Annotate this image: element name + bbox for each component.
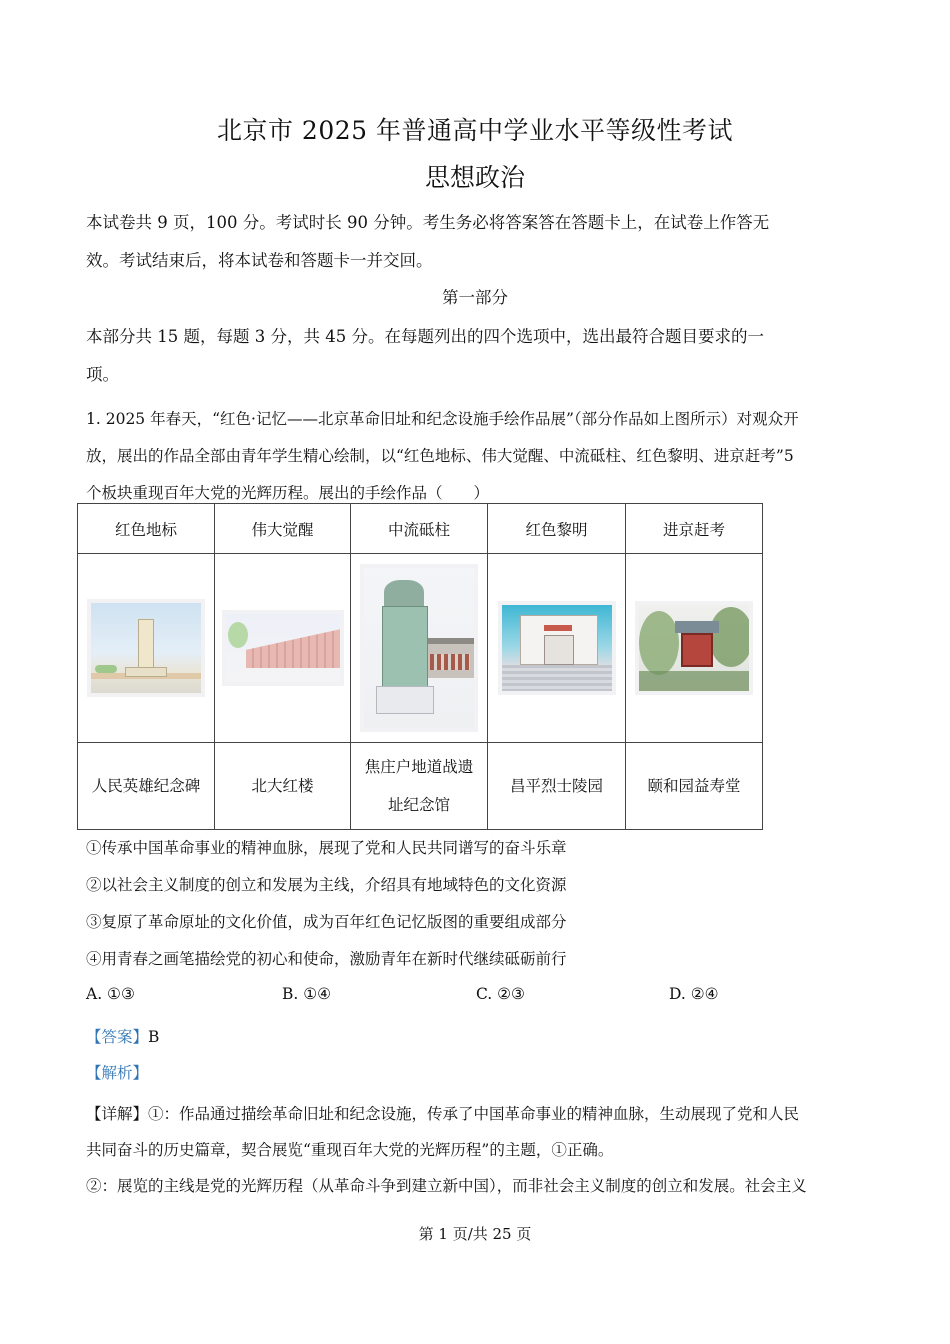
name-red-building: 北大红楼: [215, 743, 351, 830]
exam-title: 北京市 2025 年普通高中学业水平等级性考试: [216, 116, 734, 145]
statement-1: ①传承中国革命事业的精神血脉，展现了党和人民共同谱写的奋斗乐章: [86, 839, 567, 857]
part-title: 第一部分: [442, 288, 508, 307]
header-mainstay: 中流砥柱: [351, 504, 488, 554]
statue-painting: [360, 564, 478, 732]
cell-red-building-image: [215, 554, 351, 743]
exam-subject: 思想政治: [424, 163, 525, 192]
name-tunnel-memorial: [351, 743, 488, 830]
part-description-line-1: 本部分共 15 题，每题 3 分，共 45 分。在每题列出的四个选项中，选出最符合题目要求的一: [86, 327, 764, 346]
name-monument: 人民英雄纪念碑: [78, 743, 215, 830]
statement-3: ③复原了革命原址的文化价值，成为百年红色记忆版图的重要组成部分: [86, 913, 567, 931]
part-description-line-2: 项。: [86, 365, 119, 384]
table-header-row: [78, 504, 763, 554]
question-1-stem-line-3: 个板块重现百年大党的光辉历程。展出的手绘作品（ ）: [86, 484, 490, 502]
detail-label: 【详解】: [86, 1105, 149, 1123]
detail-line-2: 共同奋斗的历史篇章，契合展览“重现百年大党的光辉历程”的主题，①正确。: [86, 1141, 614, 1159]
header-entering-beijing: 进京赶考: [626, 504, 763, 554]
cell-monument-image: [78, 554, 215, 743]
name-tunnel-memorial-line-1: 焦庄户地道战遗: [364, 758, 474, 776]
name-tunnel-memorial-line-2: 址纪念馆: [387, 796, 450, 814]
page-indicator: 第 1 页/共 25 页: [418, 1225, 532, 1243]
cell-courtyard-image: [626, 554, 763, 743]
instructions-line-2: 效。考试结束后，将本试卷和答题卡一并交回。: [86, 251, 433, 270]
header-red-landmark: 红色地标: [78, 504, 215, 554]
answer-line: [86, 1022, 159, 1052]
header-great-awakening: 伟大觉醒: [215, 504, 351, 554]
name-yishou-hall: 颐和园益寿堂: [626, 743, 763, 830]
choice-a[interactable]: A. ①③: [86, 985, 135, 1003]
statement-4: ④用青春之画笔描绘党的初心和使命，激励青年在新时代继续砥砺前行: [86, 950, 567, 968]
gate-painting: [498, 601, 616, 695]
red-building-painting: [222, 610, 344, 686]
question-1-stem-line-2: 放，展出的作品全部由青年学生精心绘制，以“红色地标、伟大觉醒、中流砥柱、红色黎明、进京赶考”5: [86, 447, 794, 465]
header-red-dawn: 红色黎明: [488, 504, 626, 554]
question-1-stem-line-1: 1. 2025 年春天，“红色·记忆——北京革命旧址和纪念设施手绘作品展”（部分作品如上图所示）对观众开: [86, 410, 799, 428]
detail-line-1: 【详解】①：作品通过描绘革命旧址和纪念设施，传承了中国革命事业的精神血脉，生动展现了党和人民: [86, 1105, 800, 1123]
cell-statue-image: [351, 554, 488, 743]
detail-line-3: ②：展览的主线是党的光辉历程（从革命斗争到建立新中国），而非社会主义制度的创立和发展。社会主义: [86, 1177, 807, 1195]
choice-b[interactable]: B. ①④: [282, 985, 332, 1003]
statement-2: ②以社会主义制度的创立和发展为主线，介绍具有地域特色的文化资源: [86, 876, 567, 894]
table-image-row: [78, 554, 763, 743]
instructions-line-1: 本试卷共 9 页，100 分。考试时长 90 分钟。考生务必将答案答在答题卡上，在试卷上作答无: [86, 213, 770, 232]
choice-c[interactable]: C. ②③: [476, 985, 525, 1003]
courtyard-painting: [635, 601, 753, 695]
answer-choices: [86, 985, 886, 1015]
monument-painting: [87, 599, 205, 697]
answer-value: B: [148, 1028, 160, 1046]
analysis-label: 【解析】: [86, 1064, 149, 1082]
artwork-table: [77, 503, 763, 830]
choice-d[interactable]: D. ②④: [669, 985, 719, 1003]
table-name-row: [78, 743, 763, 830]
answer-label: 【答案】: [86, 1028, 149, 1046]
name-martyrs-cemetery: 昌平烈士陵园: [488, 743, 626, 830]
detail-section: [86, 1096, 876, 1204]
cell-gate-image: [488, 554, 626, 743]
